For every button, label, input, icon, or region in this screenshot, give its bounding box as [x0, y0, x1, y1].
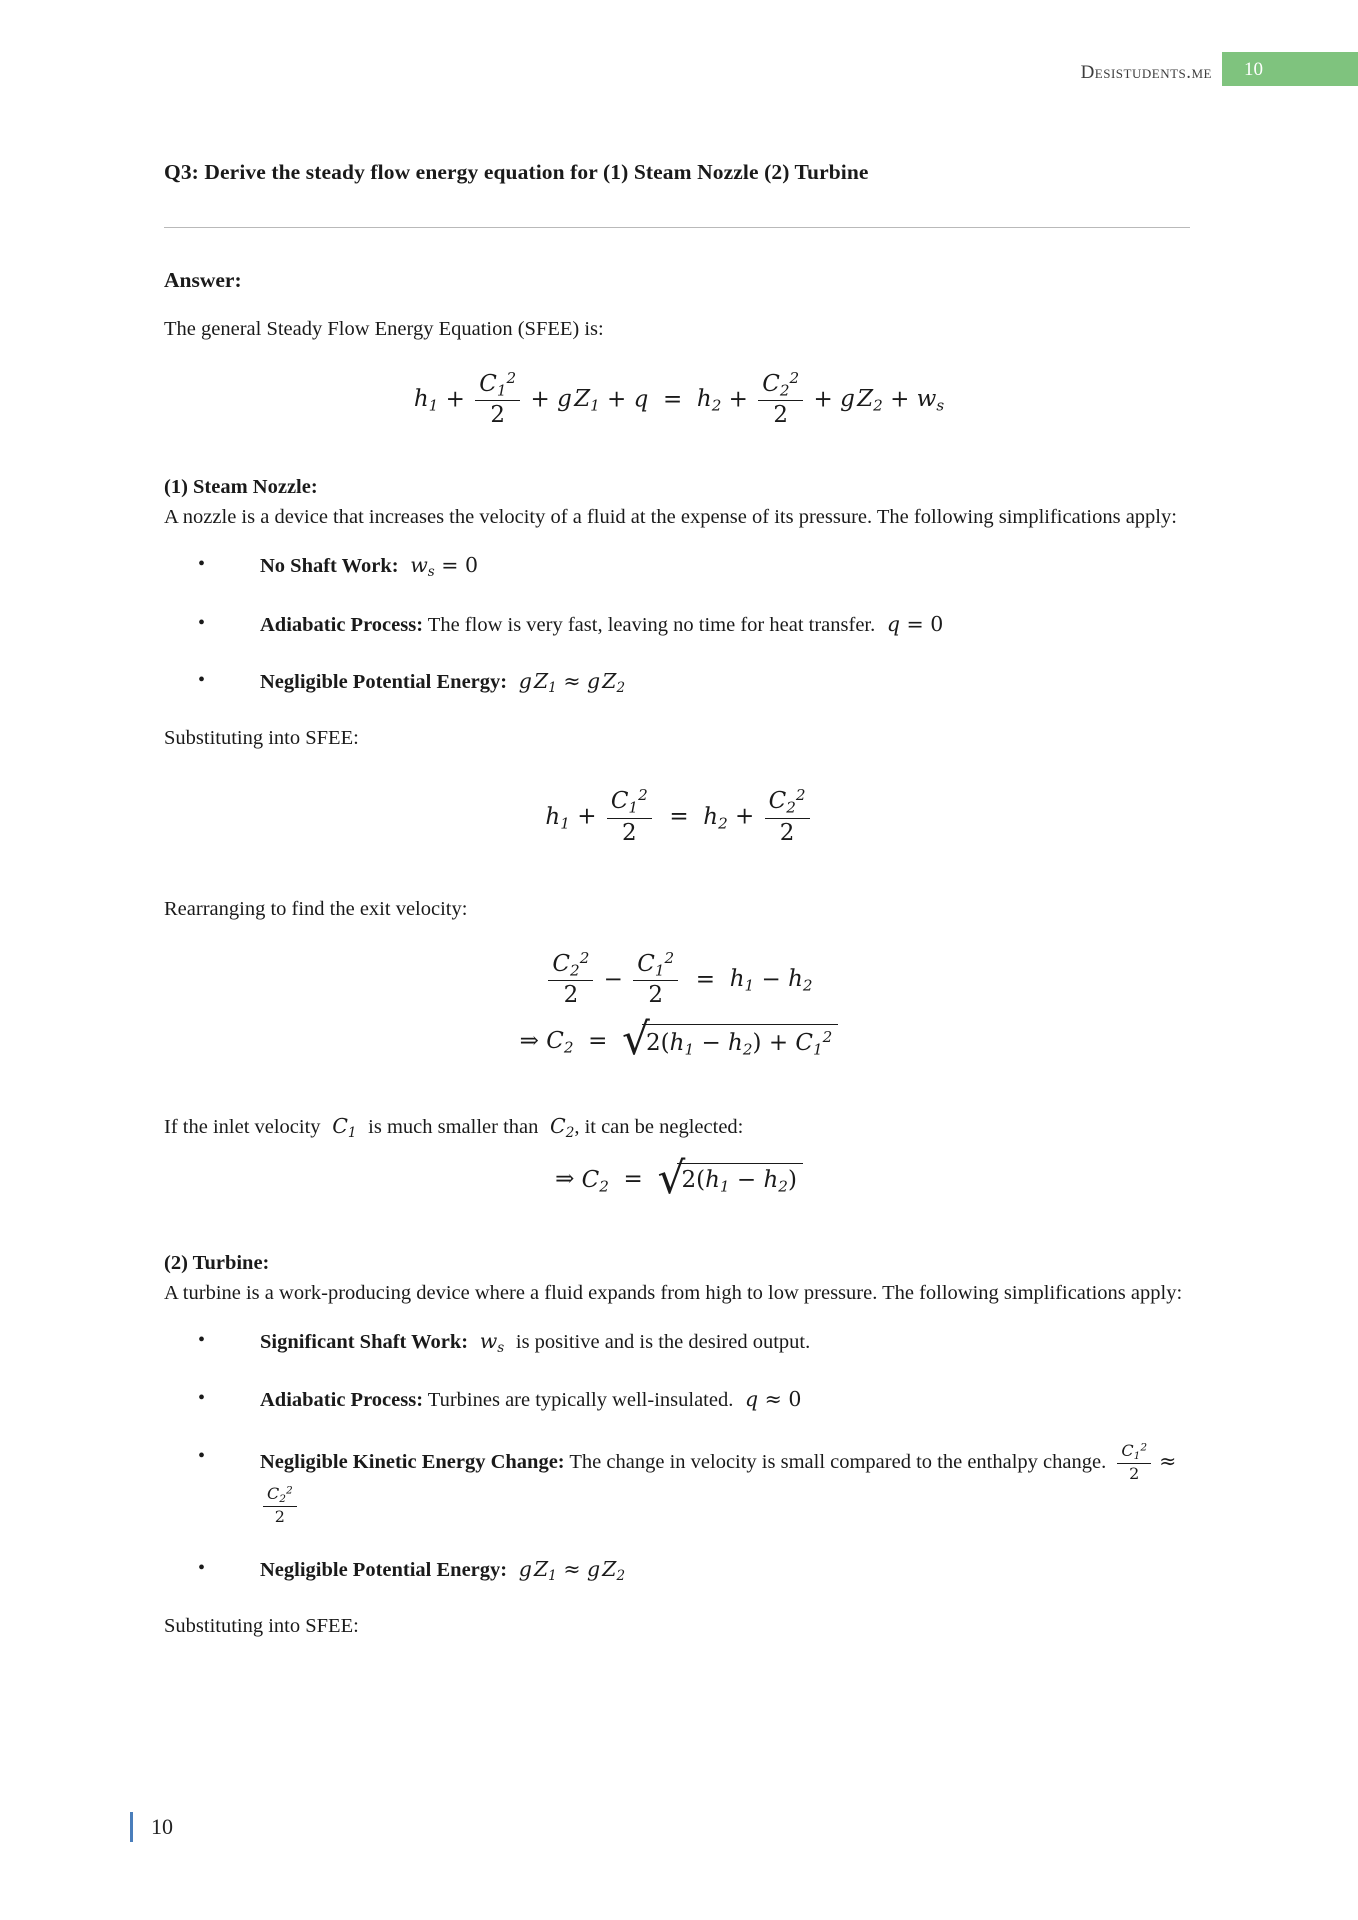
footer-accent-bar	[130, 1812, 133, 1842]
list-item: • No Shaft Work: $w_s = 0$	[164, 550, 1194, 582]
turbine-assumption-list	[164, 1326, 1194, 1586]
equation-nozzle-simplified: ⇒ $C_2$ = √ $2(h_1 - h_2)$	[164, 1163, 1194, 1197]
equation-nozzle-rearranged: $\frac{C_2^2}{2}$ − $\frac{C_1^2}{2}$ = $h_1 - h_2$	[164, 951, 1194, 1010]
bullet-label: Negligible Potential Energy:	[260, 671, 508, 694]
list-item: • Significant Shaft Work: $w_s$ is positive and is the desired output.	[164, 1326, 1194, 1358]
page-footer	[130, 1812, 173, 1842]
footer-page-number: 10	[151, 1814, 173, 1839]
nozzle-heading: (1) Steam Nozzle:	[164, 475, 318, 498]
list-item: • Adiabatic Process: Turbines are typically well-insulated. q ≈ 0	[164, 1384, 1194, 1416]
nozzle-description: A nozzle is a device that increases the velocity of a fluid at the expense of its pressure. The following simplifications apply:	[164, 505, 1177, 528]
sfee-intro: The general Steady Flow Energy Equation (SFEE) is:	[164, 318, 604, 340]
bullet-text: The change in velocity is small compared to the enthalpy change.	[569, 1451, 1107, 1474]
header-site-name: Desistudents.me	[1080, 62, 1212, 83]
bullet-text: The flow is very fast, leaving no time for heat transfer.	[427, 613, 876, 636]
answer-label: Answer:	[164, 268, 242, 292]
turbine-substituting-label: Substituting into SFEE:	[164, 1615, 359, 1638]
nozzle-neglect-text: If the inlet velocity $C_1$ is much smaller than $C_2$, it can be neglected:	[164, 1114, 744, 1141]
bullet-label: Significant Shaft Work:	[260, 1331, 469, 1354]
list-item: • Adiabatic Process: The flow is very fast, leaving no time for heat transfer. q = 0	[164, 609, 1194, 641]
document-body	[164, 0, 1194, 1642]
turbine-heading: (2) Turbine:	[164, 1251, 270, 1274]
bullet-label: Negligible Potential Energy:	[260, 1559, 508, 1582]
horizontal-rule	[164, 227, 1190, 228]
header-page-badge	[1222, 52, 1358, 86]
turbine-description: A turbine is a work-producing device where a fluid expands from high to low pressure. The following simplifications apply:	[164, 1281, 1183, 1304]
list-item: • Negligible Kinetic Energy Change: The change in velocity is small compared to the enthalpy change. $\frac{C_1^2}{2}$ ≈ $\frac{C_2^2}{2}$	[164, 1442, 1194, 1528]
nozzle-substituting-label: Substituting into SFEE:	[164, 727, 359, 750]
nozzle-assumption-list	[164, 550, 1194, 698]
bullet-label: No Shaft Work:	[260, 555, 399, 578]
equation-sfee: $h_1$ + $\frac{C_1^2}{2}$ + g $Z_1 + q = h_2$ + $\frac{C_2^2}{2}$ + g $Z_2 + w_s$	[413, 368, 945, 429]
equation-nozzle-sfee: $h_1$ + $\frac{C_1^2}{2}$ = $h_2$ + $\frac{C_2^2}{2}$	[164, 788, 1194, 847]
neglect-text-3: , it can be neglected:	[574, 1116, 744, 1139]
bullet-label: Negligible Kinetic Energy Change:	[260, 1451, 565, 1474]
bullet-label: Adiabatic Process:	[260, 1389, 424, 1412]
question-title: Q3: Derive the steady flow energy equation for (1) Steam Nozzle (2) Turbine	[164, 160, 869, 184]
bullet-text: Turbines are typically well-insulated.	[427, 1389, 734, 1412]
header-page-number: 10	[1244, 59, 1263, 80]
nozzle-rearranging-label: Rearranging to find the exit velocity:	[164, 898, 468, 921]
list-item: • Negligible Potential Energy: g $Z_1 \approx g$ $Z_2$	[164, 1554, 1194, 1586]
neglect-text-2: is much smaller than	[368, 1116, 539, 1139]
bullet-text: is positive and is the desired output.	[515, 1331, 811, 1354]
equation-nozzle-exit-velocity: ⇒ $C_2$ = √ $2(h_1 - h_2) + C_1^2$	[164, 1024, 1194, 1060]
list-item: • Negligible Potential Energy: g $Z_1 \approx g$ $Z_2$	[164, 666, 1194, 698]
neglect-text-1: If the inlet velocity	[164, 1116, 321, 1139]
bullet-label: Adiabatic Process:	[260, 613, 424, 636]
